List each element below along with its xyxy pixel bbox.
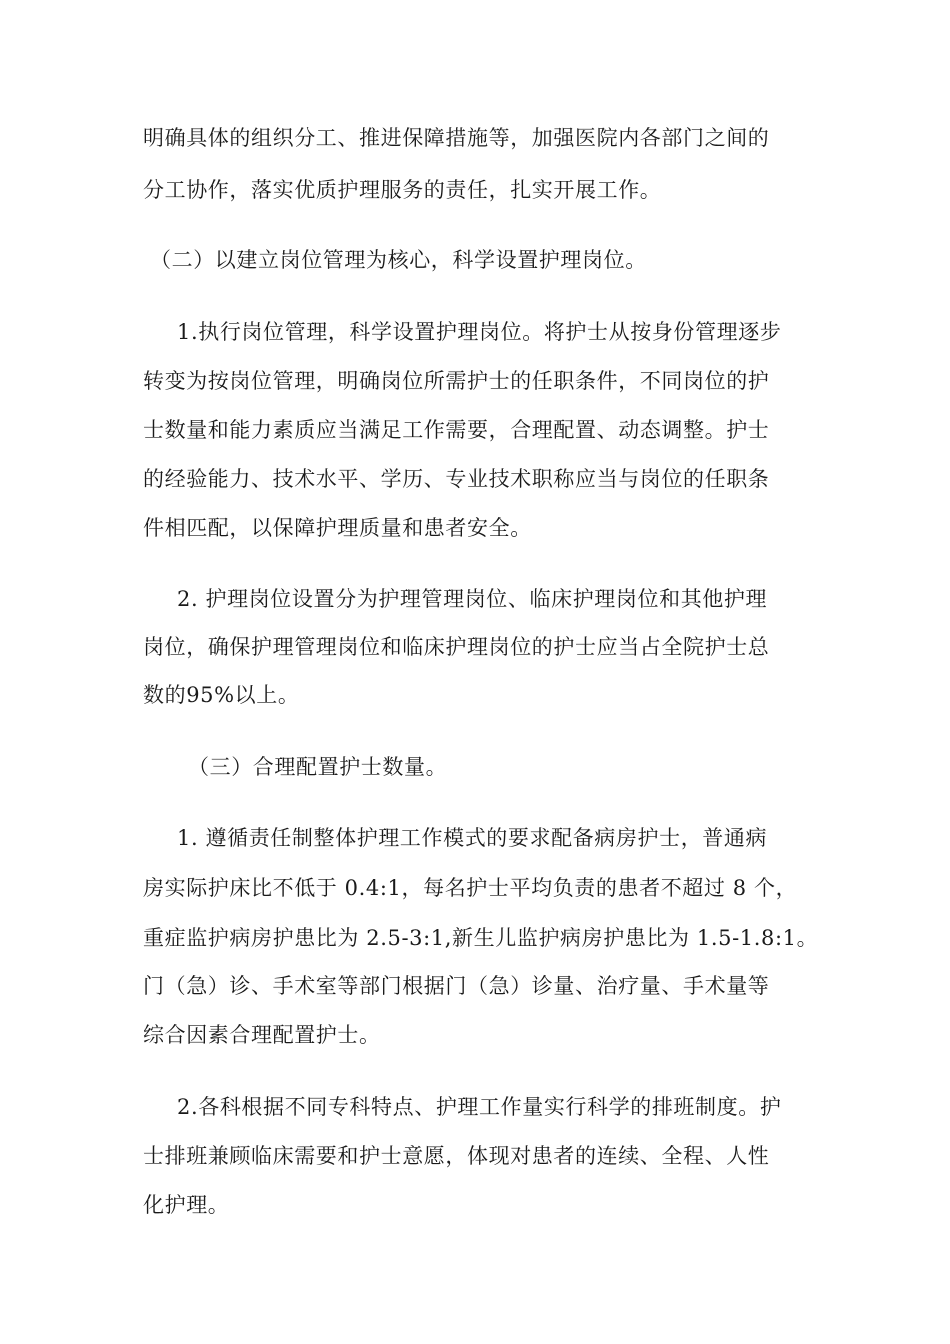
paragraph-line: 重症监护病房护患比为 2.5-3:1,新生儿监护病房护患比为 1.5-1.8:1。 — [143, 926, 819, 950]
section-heading-3: （三）合理配置护士数量。 — [188, 755, 448, 779]
section-heading-2: （二）以建立岗位管理为核心，科学设置护理岗位。 — [150, 248, 647, 272]
paragraph-line: 士排班兼顾临床需要和护士意愿，体现对患者的连续、全程、人性 — [143, 1144, 770, 1168]
paragraph-line: 化护理。 — [143, 1193, 230, 1217]
paragraph-line: 2.各科根据不同专科特点、护理工作量实行科学的排班制度。护 — [177, 1095, 782, 1119]
paragraph-line: 转变为按岗位管理，明确岗位所需护士的任职条件，不同岗位的护 — [143, 369, 770, 393]
paragraph-line: 房实际护床比不低于 0.4:1，每名护士平均负责的患者不超过 8 个， — [143, 876, 798, 900]
paragraph-line: 1. 遵循责任制整体护理工作模式的要求配备病房护士，普通病 — [177, 826, 768, 850]
paragraph-line: 岗位，确保护理管理岗位和临床护理岗位的护士应当占全院护士总 — [143, 635, 770, 659]
paragraph-line: 明确具体的组织分工、推进保障措施等，加强医院内各部门之间的 — [143, 126, 770, 150]
paragraph-line: 的经验能力、技术水平、学历、专业技术职称应当与岗位的任职条 — [143, 467, 770, 491]
paragraph-line: 门（急）诊、手术室等部门根据门（急）诊量、治疗量、手术量等 — [143, 974, 770, 998]
paragraph-line: 综合因素合理配置护士。 — [143, 1023, 381, 1047]
paragraph-line: 1.执行岗位管理，科学设置护理岗位。将护士从按身份管理逐步 — [177, 320, 782, 344]
paragraph-line: 分工协作，落实优质护理服务的责任，扎实开展工作。 — [143, 178, 662, 202]
paragraph-line: 2. 护理岗位设置分为护理管理岗位、临床护理岗位和其他护理 — [177, 587, 768, 611]
paragraph-line: 数的95%以上。 — [143, 683, 300, 707]
paragraph-line: 士数量和能力素质应当满足工作需要，合理配置、动态调整。护士 — [143, 418, 770, 442]
paragraph-line: 件相匹配，以保障护理质量和患者安全。 — [143, 516, 532, 540]
